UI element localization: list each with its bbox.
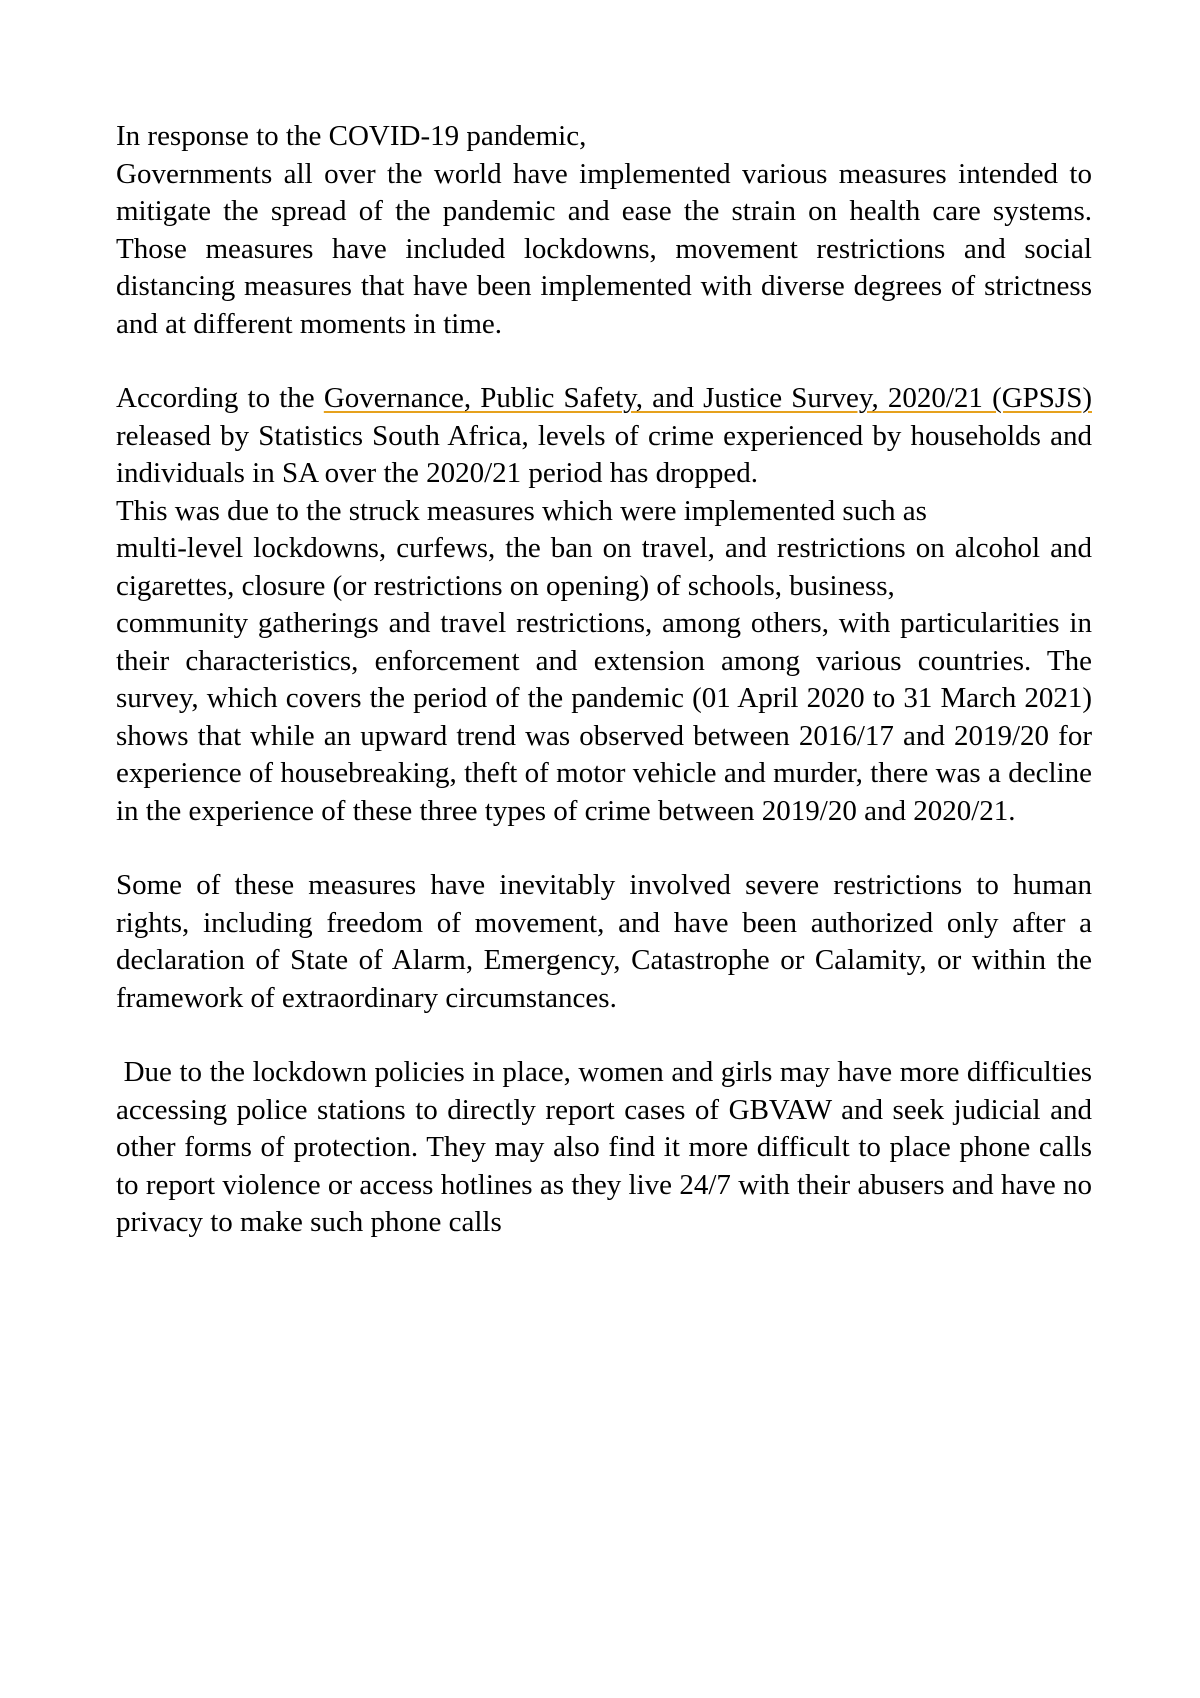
paragraph-spacer (116, 343, 1092, 380)
paragraph-spacer (116, 1017, 1092, 1054)
paragraph-community: community gatherings and travel restrictions, among others, with particularities in their characteristics, enforcement and extension among various countries. The survey, which covers the period of the pandemic (01 April 2020 to 31 March 2021) shows that while an upward trend was observed between 2016/17 and 2019/20 for experience of housebreaking, theft of motor vehicle and murder, there was a decline in the experience of these three types of crime between 2019/20 and 2020/21. (116, 607, 1092, 827)
paragraph-governments: Governments all over the world have implemented various measures intended to mitigate the spread of the pandemic and ease the strain on health care systems. Those measures have included lockdowns, movement restrictions and social distancing measures that have been implemented with diverse degrees of strictness and at different moments in time. (116, 157, 1092, 340)
struck-measures-line: This was due to the struck measures which were implemented such as (116, 494, 927, 527)
document-body (116, 118, 1092, 1242)
intro-line: In response to the COVID-19 pandemic, (116, 120, 587, 152)
paragraph-according-rest: released by Statistics South Africa, levels of crime experienced by households and individuals in SA over the 2020/21 period has dropped. (116, 419, 1092, 489)
paragraph-according (116, 380, 1092, 493)
gpsjs-survey-link[interactable]: Governance, Public Safety, and Justice Survey, 2020/21 (GPSJS) (323, 382, 1092, 414)
paragraph-according-lead: According to the (116, 382, 324, 414)
paragraph-spacer (116, 830, 1092, 867)
paragraph-multilevel: multi-level lockdowns, curfews, the ban on travel, and restrictions on alcohol and cigarettes, closure (or restrictions on opening) of schools, business, (116, 532, 1092, 602)
paragraph-lockdown-policies (116, 1054, 1092, 1242)
paragraph-lockdown-text: Due to the lockdown policies in place, women and girls may have more difficulties accessing police stations to directly report cases of GBVAW and seek judicial and other forms of protection. They may also find it more difficult to place phone calls to report violence or access hotlines as they live 24/7 with their abusers and have no privacy to make such phone calls (116, 1056, 1093, 1238)
paragraph-human-rights: Some of these measures have inevitably involved severe restrictions to human rights, including freedom of movement, and have been authorized only after a declaration of State of Alarm, Emergency, Catastrophe or Calamity, or within the framework of extraordinary circumstances. (116, 869, 1092, 1014)
